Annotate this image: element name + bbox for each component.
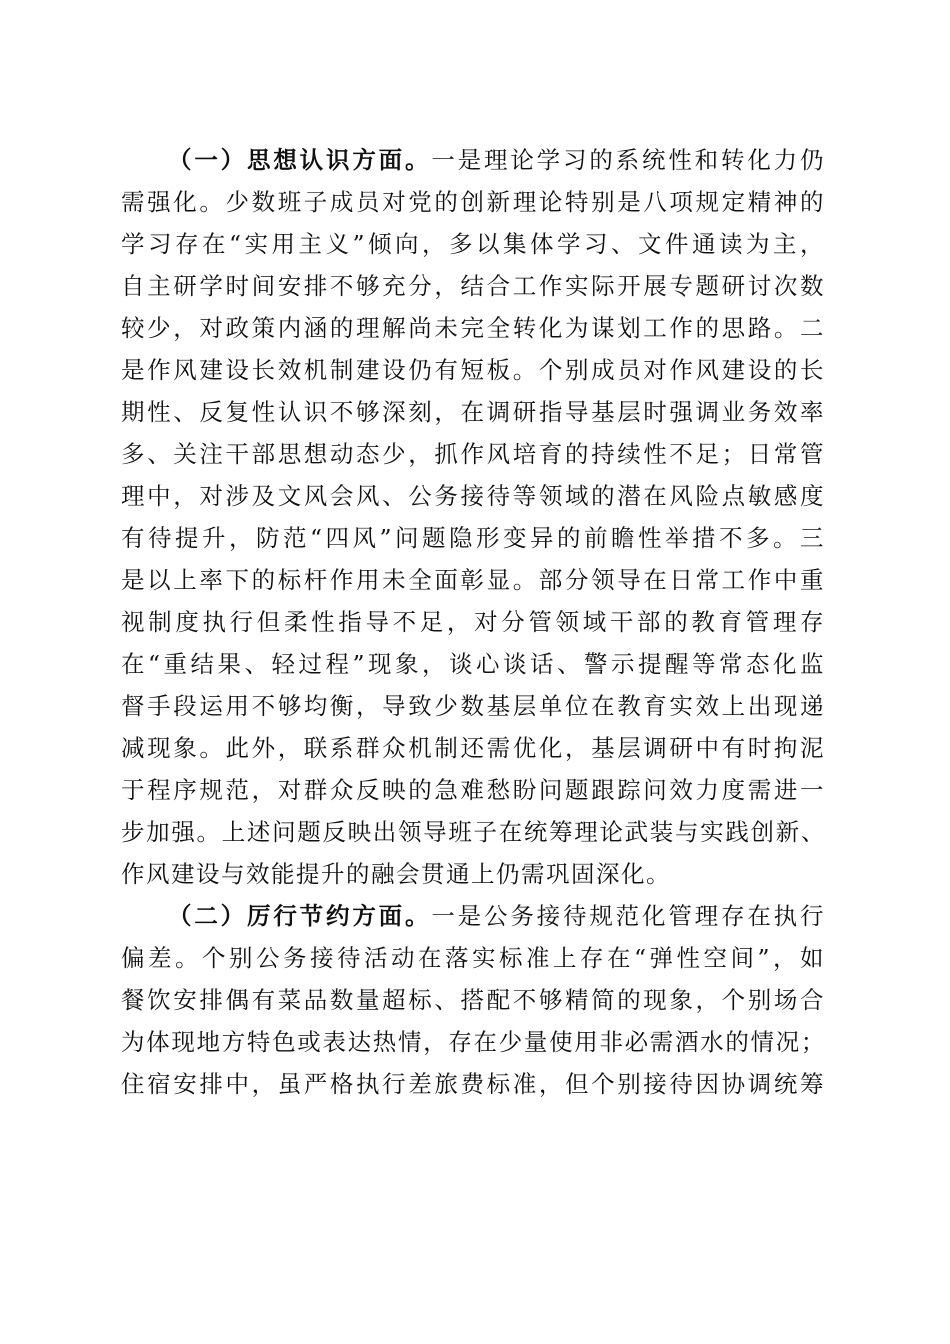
- line-04: 自主研学时间安排不够充分，结合工作实际开展专题研讨次数: [121, 272, 825, 300]
- line-19: （二）厉行节约方面。一是公务接待规范化管理存在执行: [168, 902, 825, 930]
- line-09: 理中，对涉及文风会风、公务接待等领域的潜在风险点敏感度: [121, 482, 825, 510]
- line-03: 学习存在“实用主义”倾向，多以集体学习、文件通读为主，: [121, 230, 825, 258]
- line-01: （一）思想认识方面。一是理论学习的系统性和转化力仍: [168, 146, 825, 174]
- line-20: 偏差。个别公务接待活动在落实标准上存在“弹性空间”，如: [121, 944, 825, 972]
- line-15: 减现象。此外，联系群众机制还需优化，基层调研中有时拘泥: [121, 734, 825, 762]
- line-18: 作风建设与效能提升的融会贯通上仍需巩固深化。: [121, 860, 671, 888]
- line-02: 需强化。少数班子成员对党的创新理论特别是八项规定精神的: [121, 188, 825, 216]
- line-06: 是作风建设长效机制建设仍有短板。个别成员对作风建设的长: [121, 356, 825, 384]
- line-17: 步加强。上述问题反映出领导班子在统筹理论武装与实践创新、: [121, 818, 825, 846]
- section-heading-1: （一）思想认识方面。: [168, 146, 432, 174]
- line-11: 是以上率下的标杆作用未全面彰显。部分领导在日常工作中重: [121, 566, 825, 594]
- line-05: 较少，对政策内涵的理解尚未完全转化为谋划工作的思路。二: [121, 314, 825, 342]
- line-10: 有待提升，防范“四风”问题隐形变异的前瞻性举措不多。三: [121, 524, 825, 552]
- section-heading-2: （二）厉行节约方面。: [168, 902, 432, 930]
- line-16: 于程序规范，对群众反映的急难愁盼问题跟踪问效力度需进一: [121, 776, 825, 804]
- line-22: 为体现地方特色或表达热情，存在少量使用非必需酒水的情况；: [121, 1028, 825, 1056]
- line-08: 多、关注干部思想动态少，抓作风培育的持续性不足；日常管: [121, 440, 825, 468]
- line-14: 督手段运用不够均衡，导致少数基层单位在教育实效上出现递: [121, 692, 825, 720]
- line-21: 餐饮安排偶有菜品数量超标、搭配不够精简的现象，个别场合: [121, 986, 825, 1014]
- line-13: 在“重结果、轻过程”现象，谈心谈话、警示提醒等常态化监: [121, 650, 825, 678]
- line-07: 期性、反复性认识不够深刻，在调研指导基层时强调业务效率: [121, 398, 825, 426]
- line-23: 住宿安排中，虽严格执行差旅费标准，但个别接待因协调统筹: [121, 1070, 825, 1098]
- line-12: 视制度执行但柔性指导不足，对分管领域干部的教育管理存: [121, 608, 825, 636]
